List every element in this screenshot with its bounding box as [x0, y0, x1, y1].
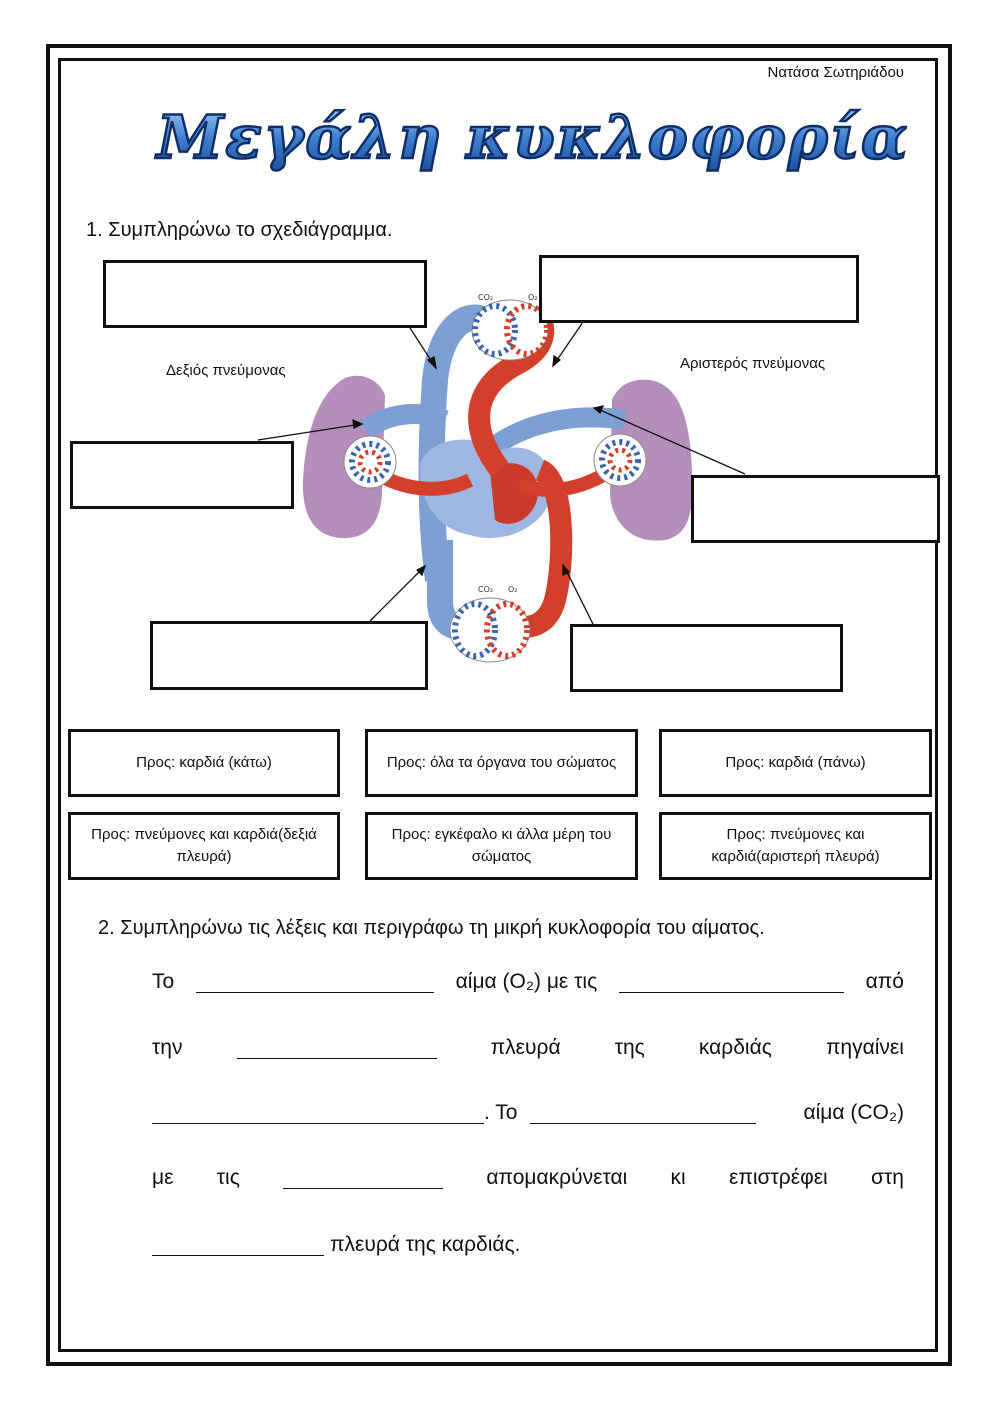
- fill-line-2: [152, 1036, 904, 1060]
- pointer-line-top-left: [410, 328, 432, 362]
- left-lung-label: Αριστερός πνεύμονας: [680, 355, 826, 372]
- question-1: 1. Συμπληρώνω το σχεδιάγραμμα.: [86, 219, 393, 241]
- o2-label-lower: O₂: [508, 585, 518, 594]
- fill-line-1: [152, 970, 904, 994]
- option-tile[interactable]: Προς: πνεύμονες και καρδιά(δεξιά πλευρά): [68, 812, 340, 880]
- blank-4[interactable]: [152, 1101, 484, 1124]
- author-name: Νατάσα Σωτηριάδου: [767, 64, 904, 81]
- word: πλευρά της καρδιάς.: [330, 1233, 521, 1256]
- answer-box-mid-left[interactable]: [70, 441, 294, 509]
- word: με: [152, 1166, 174, 1189]
- word: απομακρύνεται: [486, 1166, 628, 1189]
- title-text: Μεγάλη κυκλοφορία: [156, 103, 910, 173]
- capillaries-left-lung: [594, 434, 646, 486]
- answer-box-bottom-right[interactable]: [570, 624, 843, 692]
- word: Το: [152, 970, 175, 993]
- blank-5[interactable]: [530, 1101, 756, 1124]
- word: πηγαίνει: [825, 1036, 904, 1059]
- blank-2[interactable]: [619, 970, 844, 993]
- o2-label-upper: O₂: [528, 293, 538, 302]
- capillaries-lower: [450, 598, 530, 662]
- word: πλευρά: [490, 1036, 561, 1059]
- right-lung-label: Δεξιός πνεύμονας: [166, 362, 286, 379]
- answer-box-bottom-left[interactable]: [150, 621, 428, 690]
- word: την: [152, 1036, 183, 1059]
- pointer-line-bottom-left: [370, 570, 421, 621]
- capillaries-upper: [472, 300, 548, 360]
- word: στη: [871, 1166, 904, 1189]
- fill-line-5: [152, 1233, 904, 1257]
- blank-1[interactable]: [196, 970, 434, 993]
- option-tile[interactable]: Προς: καρδιά (κάτω): [68, 729, 340, 797]
- option-tile[interactable]: Προς: εγκέφαλο κι άλλα μέρη του σώματος: [365, 812, 638, 880]
- option-tile[interactable]: Προς: όλα τα όργανα του σώματος: [365, 729, 638, 797]
- answer-box-mid-right[interactable]: [691, 475, 940, 543]
- word: καρδιάς: [698, 1036, 772, 1059]
- word: . Το: [484, 1101, 518, 1124]
- option-tile[interactable]: Προς: καρδιά (πάνω): [659, 729, 932, 797]
- blank-3[interactable]: [237, 1036, 437, 1059]
- fill-line-4: [152, 1166, 904, 1190]
- question-2: 2. Συμπληρώνω τις λέξεις και περιγράφω τη μικρή κυκλοφορία του αίματος.: [98, 917, 765, 939]
- fill-line-3: [152, 1101, 904, 1125]
- co2-label-upper: CO₂: [478, 293, 494, 302]
- capillaries-right-lung: [344, 436, 396, 488]
- word: επιστρέφει: [729, 1166, 828, 1189]
- word: της: [614, 1036, 645, 1059]
- blank-7[interactable]: [152, 1233, 324, 1256]
- word: από: [865, 970, 904, 993]
- word: τις: [216, 1166, 240, 1189]
- answer-box-top-left[interactable]: [103, 260, 427, 328]
- pointer-line-bottom-right: [566, 570, 593, 624]
- word: αίμα (CO₂): [803, 1101, 904, 1124]
- option-tile[interactable]: Προς: πνεύμονες και καρδιά(αριστερή πλευρά): [659, 812, 932, 880]
- blank-6[interactable]: [283, 1166, 443, 1189]
- answer-box-top-right[interactable]: [539, 255, 859, 323]
- co2-label-lower: CO₂: [478, 585, 494, 594]
- word: αίμα (O₂) με τις: [455, 970, 598, 993]
- word: κι: [670, 1166, 686, 1189]
- pointer-line-top-right: [557, 322, 583, 360]
